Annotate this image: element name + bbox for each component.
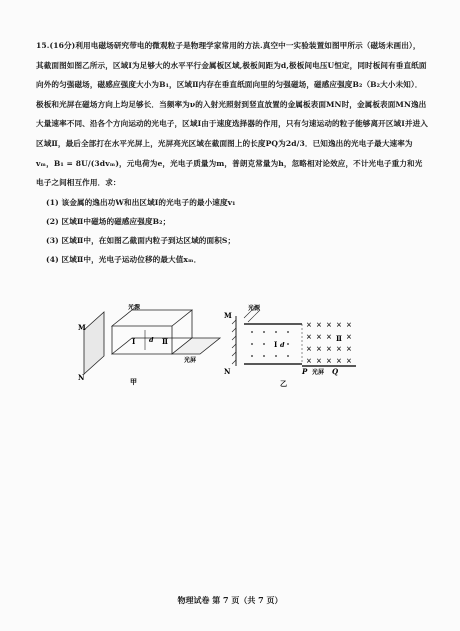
svg-text:×: × [346, 344, 352, 353]
problem-statement: 15.(16分)利用电磁场研究带电的微观粒子是物理学家常用的方法.真空中一实验装置如图甲所示（磁场未画出），其截面图如图乙所示，区域Ⅰ为足够大的水平平行金属板区域,极板间距为d,极板间电压U恒定，同时板间有垂直纸面向外的匀强磁场，磁感应强度大小为B₁，区域Ⅱ内存在垂直纸面向里的匀强磁场，磁感应强度B₂（B₂大小未知）．极板和光屏在磁场方向上均足够长．当频率为ν的入射光照射到竖直放置的金属板表面MN时，金属板表面MN逸出大量速率不同、沿各个方向运动的光电子，区域Ⅰ由于速度选择器的作用，只有匀速运动的粒子能够离开区域Ⅰ并进入区域Ⅱ，最后全部打在水平光屏上，光屏亮光区域在截面图上的长度PQ为2d/3．已知逸出的光电子最大速率为vₘ，B₁ = 8U/(3dvₘ)，元电荷为e，光电子质量为m，普朗克常量为h，忽略相对论效应，不计光电子重力和光电子之间相互作用．求： [36, 41, 428, 188]
svg-text:×: × [306, 344, 312, 353]
problem-15 [36, 36, 428, 269]
svg-text:×: × [306, 356, 312, 365]
svg-text:×: × [336, 344, 342, 353]
label-q: Q [332, 367, 339, 376]
svg-text:×: × [326, 320, 332, 329]
label-light-yi: 光源 [248, 305, 261, 312]
label-region1: Ⅰ [132, 337, 136, 346]
label-region2-yi: Ⅱ [336, 334, 342, 343]
label-d-yi: d [280, 341, 285, 349]
field-crosses-region2 [306, 320, 352, 365]
svg-text:×: × [346, 332, 352, 341]
svg-text:×: × [316, 344, 322, 353]
top-plate [112, 310, 192, 326]
caption-jia: 甲 [130, 377, 137, 386]
label-p: P [302, 367, 308, 376]
figure-yi [222, 304, 402, 404]
label-n-yi: N [224, 367, 231, 376]
svg-text:×: × [316, 332, 322, 341]
metal-plate-mn [84, 312, 104, 374]
figure-jia [72, 304, 222, 404]
label-screen-yi: 光屏 [312, 369, 325, 376]
svg-text:×: × [326, 344, 332, 353]
question-3: (3) 区域Ⅱ中，在如图乙截面内粒子到达区域的面积S； [46, 235, 236, 245]
svg-text:×: × [346, 356, 352, 365]
screen-jia [172, 338, 220, 354]
svg-text:×: × [336, 356, 342, 365]
label-d: d [149, 336, 154, 344]
page-footer: 物理试卷 第 7 页（共 7 页） [177, 595, 283, 605]
label-region1-yi: Ⅰ [274, 340, 278, 349]
svg-text:×: × [306, 332, 312, 341]
label-region2: Ⅱ [162, 337, 168, 346]
figures [72, 304, 402, 404]
svg-text:×: × [326, 356, 332, 365]
label-m: M [78, 323, 86, 332]
label-m-yi: M [224, 311, 232, 320]
question-1: (1) 该金属的逸出功W和出区域Ⅰ的光电子的最小速度v₁ [46, 197, 236, 207]
svg-text:×: × [336, 320, 342, 329]
svg-text:×: × [316, 356, 322, 365]
question-2: (2) 区域Ⅱ中磁场的磁感应强度B₂； [46, 216, 171, 226]
question-4: (4) 区域Ⅱ中，光电子运动位移的最大值xₘ． [46, 254, 202, 264]
label-screen: 光屏 [184, 357, 197, 364]
label-light: 光源 [128, 304, 141, 311]
svg-text:×: × [306, 320, 312, 329]
svg-text:×: × [326, 332, 332, 341]
label-n: N [78, 373, 85, 382]
svg-text:×: × [316, 320, 322, 329]
caption-yi: 乙 [280, 379, 287, 388]
svg-text:×: × [346, 320, 352, 329]
